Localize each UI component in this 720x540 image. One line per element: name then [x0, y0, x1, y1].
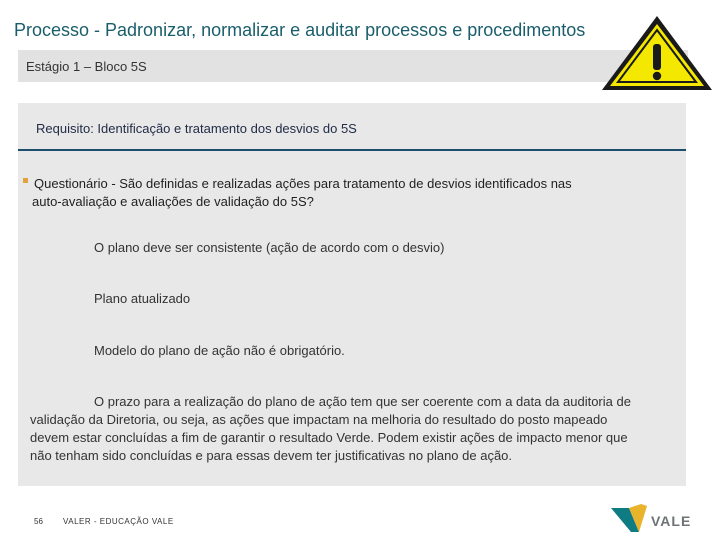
bullet-icon — [23, 178, 28, 183]
content-panel — [18, 103, 686, 486]
requirement-heading: Requisito: Identificação e tratamento dos desvios do 5S — [36, 121, 357, 136]
question-text — [18, 175, 668, 211]
page-number: 56 — [34, 517, 43, 526]
criteria-item-model-optional: Modelo do plano de ação não é obrigatório. — [94, 343, 345, 358]
slide-title: Processo - Padronizar, normalizar e auditar processos e procedimentos — [14, 20, 586, 40]
paragraph-line-4: não tenham sido concluídas e para essas devem ter justificativas no plano de ação. — [30, 448, 513, 463]
deadline-paragraph — [30, 393, 680, 465]
divider-line — [18, 149, 686, 151]
logo-text: VALE — [651, 513, 692, 529]
paragraph-line-1: O prazo para a realização do plano de ação tem que ser coerente com a data da auditoria de — [94, 394, 631, 409]
paragraph-line-3: devem estar concluídas a fim de garantir o resultado Verde. Podem existir ações de impacto menor que — [30, 430, 628, 445]
footer-text: VALER - EDUCAÇÃO VALE — [63, 517, 174, 526]
criteria-item-consistent-plan: O plano deve ser consistente (ação de acordo com o desvio) — [94, 240, 445, 255]
question-line-1: Questionário - São definidas e realizadas ações para tratamento de desvios identificados nas — [34, 176, 572, 191]
question-line-2: auto-avaliação e avaliações de validação do 5S? — [32, 194, 314, 209]
vale-logo — [611, 500, 715, 534]
paragraph-line-2: validação da Diretoria, ou seja, as ações que impactam na melhoria do resultado do posto mapeado — [30, 412, 608, 427]
stage-label: Estágio 1 – Bloco 5S — [26, 59, 147, 74]
warning-triangle-icon — [586, 10, 716, 94]
criteria-item-updated-plan: Plano atualizado — [94, 291, 191, 306]
